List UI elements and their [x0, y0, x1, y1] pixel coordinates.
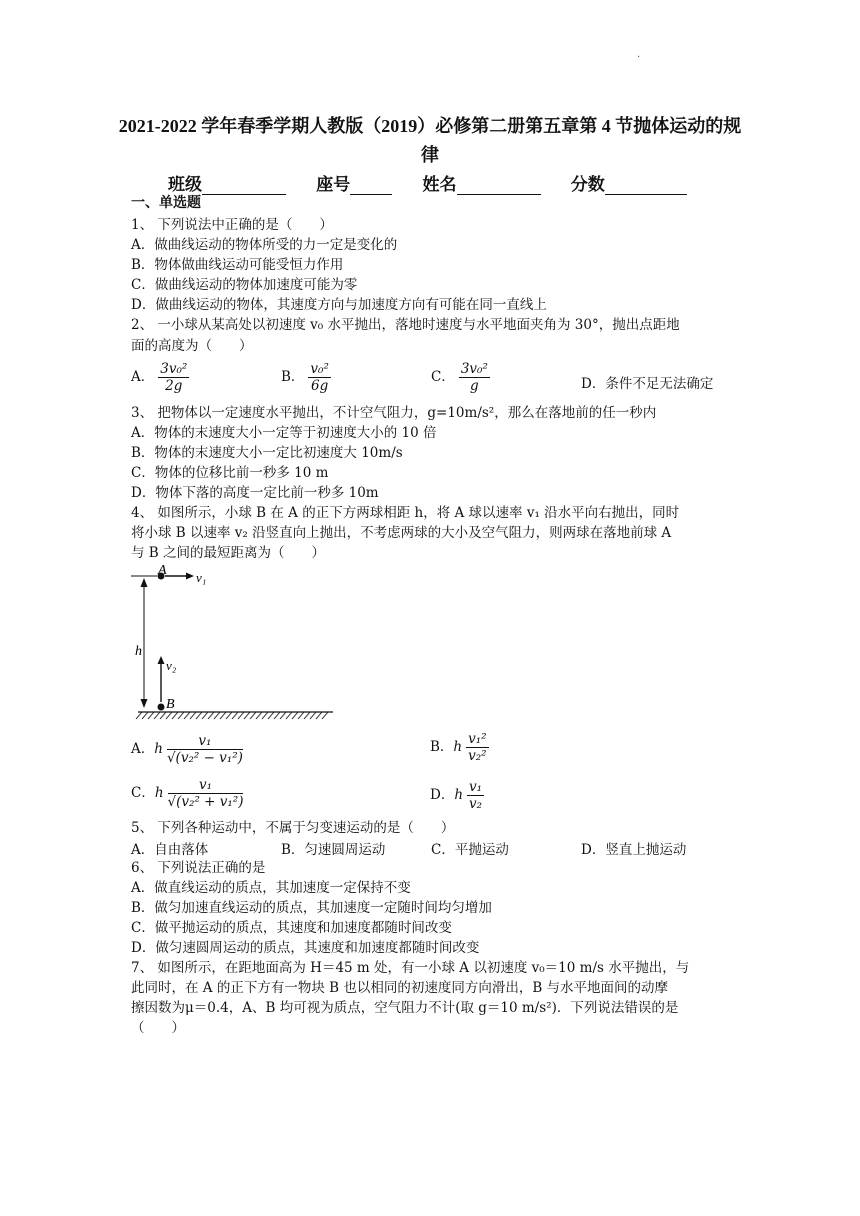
q2-option-b-label: B．	[281, 369, 305, 385]
q6-option-c: C．做平抛运动的质点，其速度和加速度都随时间改变	[131, 920, 452, 936]
h-arrow-bottom	[141, 699, 148, 708]
hatch-stroke	[304, 712, 310, 719]
score-blank[interactable]	[605, 176, 687, 195]
q4-option-a	[131, 733, 243, 766]
score-label: 分数	[570, 175, 605, 194]
q4-option-a-denominator: √(v₂² − v₁²)	[166, 750, 243, 766]
hatch-stroke	[148, 712, 154, 719]
q4-stem-line1: 4、 如图所示，小球 B 在 A 的正下方两球相距 h，将 A 球以速率 v₁ 沿水平向右抛出，同时	[131, 505, 680, 521]
q2-stem-line1: 2、 一小球从某高处以初速度 v₀ 水平抛出，落地时速度与水平地面夹角为 30°，抛出点距地	[131, 317, 680, 333]
hatch-stroke	[184, 712, 190, 719]
q4-option-a-label: A．	[131, 741, 155, 757]
q5-option-a: A．自由落体	[131, 842, 209, 858]
q4-option-c-numerator: v₁	[168, 777, 244, 794]
class-blank[interactable]	[202, 176, 286, 195]
hatch-stroke	[232, 712, 238, 719]
label-v2: v₂	[166, 658, 177, 673]
header-mark: ·	[637, 52, 641, 63]
q4-option-c	[131, 777, 243, 810]
q2-option-c-label: C．	[431, 369, 455, 385]
hatch-stroke	[196, 712, 202, 719]
section-heading: 一、单选题	[131, 195, 201, 211]
hatch-stroke	[322, 712, 328, 719]
hatch-stroke	[262, 712, 268, 719]
q1-option-a: A．做曲线运动的物体所受的力一定是变化的	[131, 237, 398, 253]
hatch-stroke	[190, 712, 196, 719]
q5-stem: 5、 下列各种运动中，不属于匀变速运动的是（ ）	[131, 820, 455, 836]
hatch-stroke	[268, 712, 274, 719]
hatch-stroke	[208, 712, 214, 719]
hatch-stroke	[136, 712, 142, 719]
q4-option-b-prefix: h	[453, 739, 463, 755]
ground-hatching	[136, 712, 328, 719]
q3-option-b: B．物体的末速度大小一定比初速度大 10m/s	[131, 445, 403, 461]
q7-stem-line2: 此同时，在 A 的正下方有一物块 B 也以相同的初速度同方向滑出，B 与水平地面间的动摩	[131, 980, 669, 996]
page-title-line2: 律	[421, 145, 439, 165]
q3-option-c: C．物体的位移比前一秒多 10 m	[131, 465, 329, 481]
q1-option-b: B．物体做曲线运动可能受恒力作用	[131, 257, 344, 273]
seat-label: 座号	[316, 175, 351, 194]
q4-option-a-numerator: v₁	[167, 733, 243, 750]
hatch-stroke	[250, 712, 256, 719]
q6-option-b: B．做匀加速直线运动的质点，其加速度一定随时间均匀增加	[131, 900, 492, 916]
q4-option-d-denominator: v₂	[469, 796, 483, 812]
seat-blank[interactable]	[350, 176, 392, 195]
label-v1: v₁	[196, 570, 207, 585]
q1-option-d: D．做曲线运动的物体，其速度方向与加速度方向有可能在同一直线上	[131, 297, 547, 313]
q2-option-a-denominator: 2g	[165, 378, 183, 394]
q2-option-b-numerator: v₀²	[310, 361, 329, 377]
q6-option-a: A．做直线运动的质点，其加速度一定保持不变	[131, 880, 411, 896]
q7-stem-line1: 7、 如图所示，在距地面高为 H＝45 m 处，有一小球 A 以初速度 v₀＝10 m/s 水平抛出，与	[131, 960, 690, 976]
hatch-stroke	[178, 712, 184, 719]
h-arrow-top	[141, 578, 148, 587]
page-title-line1: 2021-2022 学年春季学期人教版（2019）必修第二册第五章第 4 节抛体运动的规	[118, 116, 742, 136]
q1-option-c: C．做曲线运动的物体加速度可能为零	[131, 277, 358, 293]
hatch-stroke	[286, 712, 292, 719]
hatch-stroke	[238, 712, 244, 719]
q4-option-c-denominator: √(v₂² + v₁²)	[167, 794, 244, 810]
q4-option-b	[430, 731, 489, 764]
q2-option-b	[281, 361, 331, 394]
q2-option-b-denominator: 6g	[311, 378, 329, 394]
q2-option-a-numerator: 3v₀²	[160, 361, 188, 377]
q2-option-d: D．条件不足无法确定	[581, 376, 714, 392]
q5-option-d: D．竖直上抛运动	[581, 842, 687, 858]
name-label: 姓名	[422, 175, 457, 194]
hatch-stroke	[172, 712, 178, 719]
q4-stem-line2: 将小球 B 以速率 v₂ 沿竖直向上抛出，不考虑两球的大小及空气阻力，则两球在落地前球 A	[131, 525, 672, 541]
q6-option-d: D．做匀速圆周运动的质点，其速度和加速度都随时间改变	[131, 940, 480, 956]
label-h: h	[135, 644, 142, 659]
q7-stem-line4: （ ）	[131, 1020, 185, 1036]
q4-option-a-prefix: h	[154, 741, 163, 757]
q2-option-c	[431, 361, 490, 394]
q1-stem: 1、 下列说法中正确的是（ ）	[131, 217, 333, 233]
hatch-stroke	[160, 712, 166, 719]
q2-option-c-denominator: g	[470, 378, 479, 394]
hatch-stroke	[310, 712, 316, 719]
hatch-stroke	[280, 712, 286, 719]
ball-b	[158, 704, 165, 711]
hatch-stroke	[244, 712, 250, 719]
hatch-stroke	[226, 712, 232, 719]
q4-option-b-denominator: v₂²	[468, 748, 487, 764]
q4-option-b-label: B．	[430, 739, 454, 755]
hatch-stroke	[220, 712, 226, 719]
hatch-stroke	[154, 712, 160, 719]
q2-option-a	[131, 361, 189, 394]
q4-stem-line3: 与 B 之间的最短距离为（ ）	[131, 545, 326, 561]
q4-option-b-numerator: v₁²	[468, 731, 487, 747]
v1-arrowhead	[186, 573, 194, 580]
student-info-fields	[168, 170, 687, 195]
hatch-stroke	[256, 712, 262, 719]
label-a: A	[158, 563, 167, 578]
name-blank[interactable]	[457, 176, 541, 195]
q2-option-c-numerator: 3v₀²	[460, 361, 488, 377]
label-b: B	[166, 697, 175, 712]
hatch-stroke	[274, 712, 280, 719]
q7-stem-line3: 擦因数为μ＝0.4，A、B 均可视为质点，空气阻力不计(取 g＝10 m/s²)．下列说法错误的是	[131, 1000, 679, 1016]
q4-option-d-prefix: h	[454, 787, 464, 803]
q2-stem-line2: 面的高度为（ ）	[131, 338, 253, 354]
q4-option-c-prefix: h	[154, 785, 164, 801]
q4-figure	[128, 562, 338, 724]
q6-stem: 6、 下列说法正确的是	[131, 860, 266, 876]
q5-option-c: C．平抛运动	[431, 842, 509, 858]
hatch-stroke	[214, 712, 220, 719]
q2-option-a-label: A．	[131, 369, 155, 385]
hatch-stroke	[166, 712, 172, 719]
q4-option-d-numerator: v₁	[469, 779, 483, 795]
q3-stem: 3、 把物体以一定速度水平抛出，不计空气阻力，g=10m/s²，那么在落地前的任一秒内	[131, 405, 657, 421]
hatch-stroke	[298, 712, 304, 719]
v2-arrowhead	[158, 656, 165, 664]
hatch-stroke	[142, 712, 148, 719]
q3-option-d: D．物体下落的高度一定比前一秒多 10m	[131, 485, 379, 501]
hatch-stroke	[202, 712, 208, 719]
q3-option-a: A．物体的末速度大小一定等于初速度大小的 10 倍	[131, 425, 437, 441]
q4-option-c-label: C．	[131, 785, 155, 801]
q4-option-d-label: D．	[430, 787, 455, 803]
q4-option-d	[430, 779, 484, 812]
hatch-stroke	[292, 712, 298, 719]
hatch-stroke	[316, 712, 322, 719]
class-label: 班级	[168, 175, 202, 194]
q5-option-b: B．匀速圆周运动	[281, 842, 386, 858]
